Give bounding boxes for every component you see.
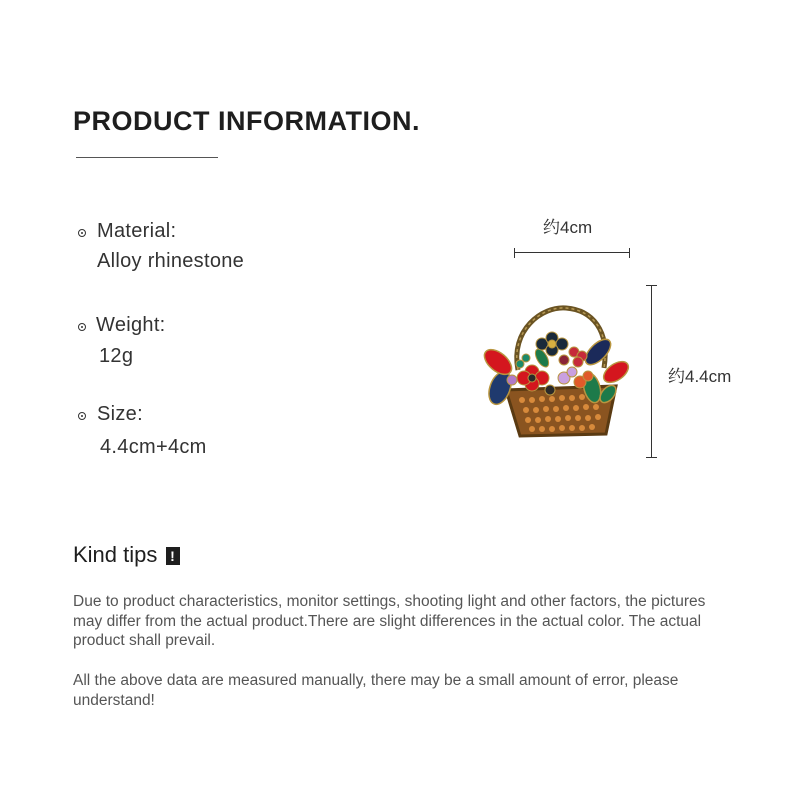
exclamation-icon: ! bbox=[166, 547, 180, 565]
measurement-note: All the above data are measured manually, there may be a small amount of error, please understand! bbox=[73, 672, 679, 709]
spec-size-label: Size: bbox=[97, 403, 143, 425]
bullet-icon bbox=[78, 229, 86, 237]
disclaimer-paragraph: Due to product characteristics, monitor settings, shooting light and other factors, the pictures may differ from the actual product.There are slight differences in the actual color. The actual product shall prevail. bbox=[73, 593, 706, 649]
width-dimension-line bbox=[514, 248, 630, 258]
title-divider bbox=[76, 157, 218, 158]
spec-weight-value: 12g bbox=[99, 345, 134, 367]
height-dimension-line bbox=[646, 285, 657, 458]
spec-material-label: Material: bbox=[97, 220, 177, 242]
kind-tips-title: Kind tips bbox=[73, 542, 158, 567]
product-image bbox=[480, 300, 640, 445]
kind-tips-heading bbox=[73, 542, 180, 568]
spec-material-value: Alloy rhinestone bbox=[97, 250, 245, 272]
height-label: 约4.4cm bbox=[668, 367, 732, 386]
width-label: 约4cm bbox=[543, 218, 593, 237]
page-title: PRODUCT INFORMATION. bbox=[73, 106, 420, 136]
spec-size-value: 4.4cm+4cm bbox=[100, 436, 207, 458]
spec-weight-label: Weight: bbox=[96, 314, 166, 336]
bullet-icon bbox=[78, 323, 86, 331]
bullet-icon bbox=[78, 412, 86, 420]
